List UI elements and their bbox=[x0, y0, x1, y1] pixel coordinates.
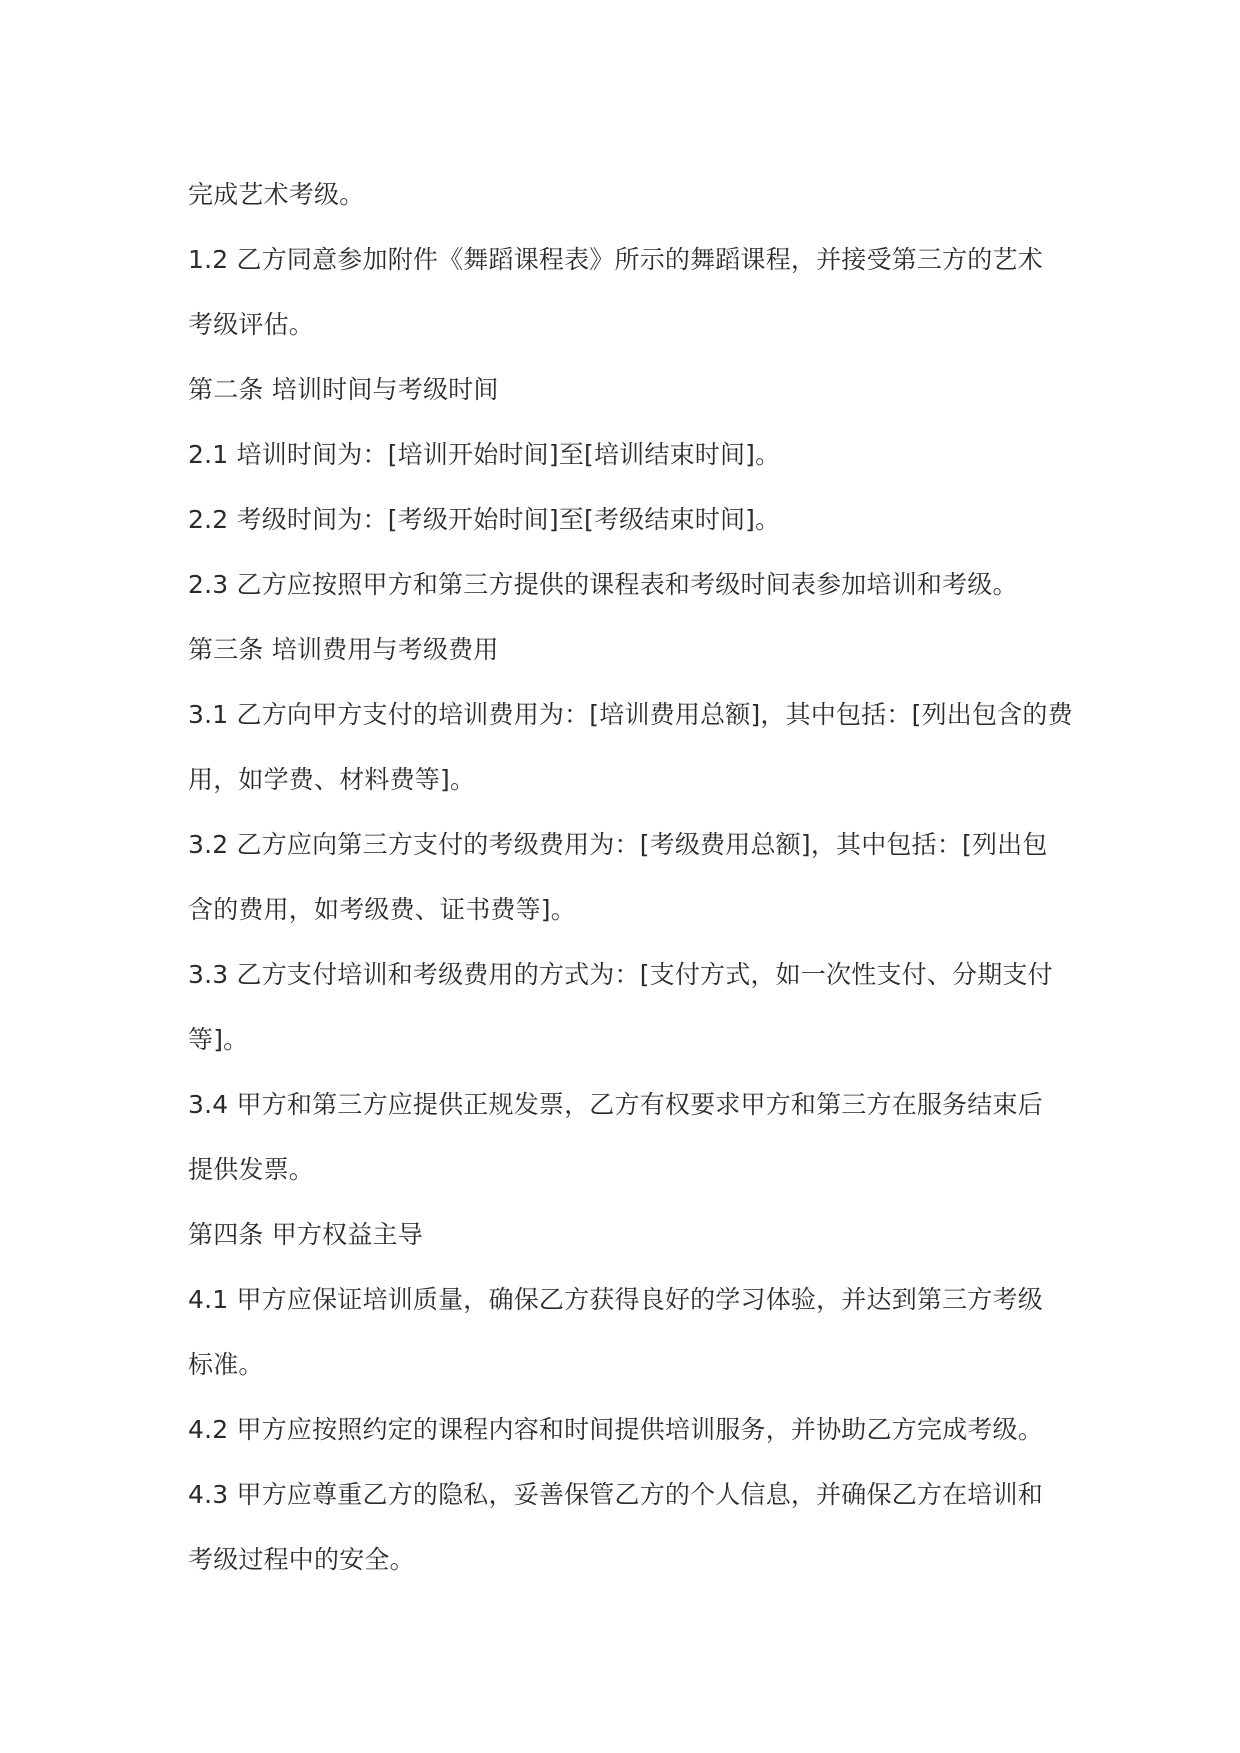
clause-3-1-continuation: 用，如学费、材料费等]。 bbox=[188, 765, 476, 794]
article-3-heading: 第三条 培训费用与考级费用 bbox=[188, 635, 499, 664]
clause-2-2: 2.2 考级时间为：[考级开始时间]至[考级结束时间]。 bbox=[188, 505, 781, 534]
clause-1-1-continuation: 完成艺术考级。 bbox=[188, 180, 365, 209]
clause-3-4-continuation: 提供发票。 bbox=[188, 1155, 315, 1184]
article-4-heading: 第四条 甲方权益主导 bbox=[188, 1220, 423, 1249]
clause-3-4: 3.4 甲方和第三方应提供正规发票，乙方有权要求甲方和第三方在服务结束后 bbox=[188, 1090, 1043, 1119]
clause-3-3-continuation: 等]。 bbox=[188, 1025, 249, 1054]
clause-4-2: 4.2 甲方应按照约定的课程内容和时间提供培训服务，并协助乙方完成考级。 bbox=[188, 1415, 1043, 1444]
document-body bbox=[188, 162, 1073, 1592]
clause-3-2: 3.2 乙方应向第三方支付的考级费用为：[考级费用总额]，其中包括：[列出包 bbox=[188, 830, 1048, 859]
clause-1-2: 1.2 乙方同意参加附件《舞蹈课程表》所示的舞蹈课程，并接受第三方的艺术 bbox=[188, 245, 1043, 274]
clause-3-2-continuation: 含的费用，如考级费、证书费等]。 bbox=[188, 895, 576, 924]
clause-2-3: 2.3 乙方应按照甲方和第三方提供的课程表和考级时间表参加培训和考级。 bbox=[188, 570, 1018, 599]
clause-4-1-continuation: 标准。 bbox=[188, 1350, 264, 1379]
clause-4-3-continuation: 考级过程中的安全。 bbox=[188, 1545, 415, 1574]
clause-2-1: 2.1 培训时间为：[培训开始时间]至[培训结束时间]。 bbox=[188, 440, 781, 469]
clause-3-1: 3.1 乙方向甲方支付的培训费用为：[培训费用总额]，其中包括：[列出包含的费 bbox=[188, 700, 1073, 729]
clause-3-3: 3.3 乙方支付培训和考级费用的方式为：[支付方式，如一次性支付、分期支付 bbox=[188, 960, 1053, 989]
clause-4-1: 4.1 甲方应保证培训质量，确保乙方获得良好的学习体验，并达到第三方考级 bbox=[188, 1285, 1043, 1314]
clause-4-3: 4.3 甲方应尊重乙方的隐私，妥善保管乙方的个人信息，并确保乙方在培训和 bbox=[188, 1480, 1043, 1509]
article-2-heading: 第二条 培训时间与考级时间 bbox=[188, 375, 499, 404]
clause-1-2-continuation: 考级评估。 bbox=[188, 310, 315, 339]
